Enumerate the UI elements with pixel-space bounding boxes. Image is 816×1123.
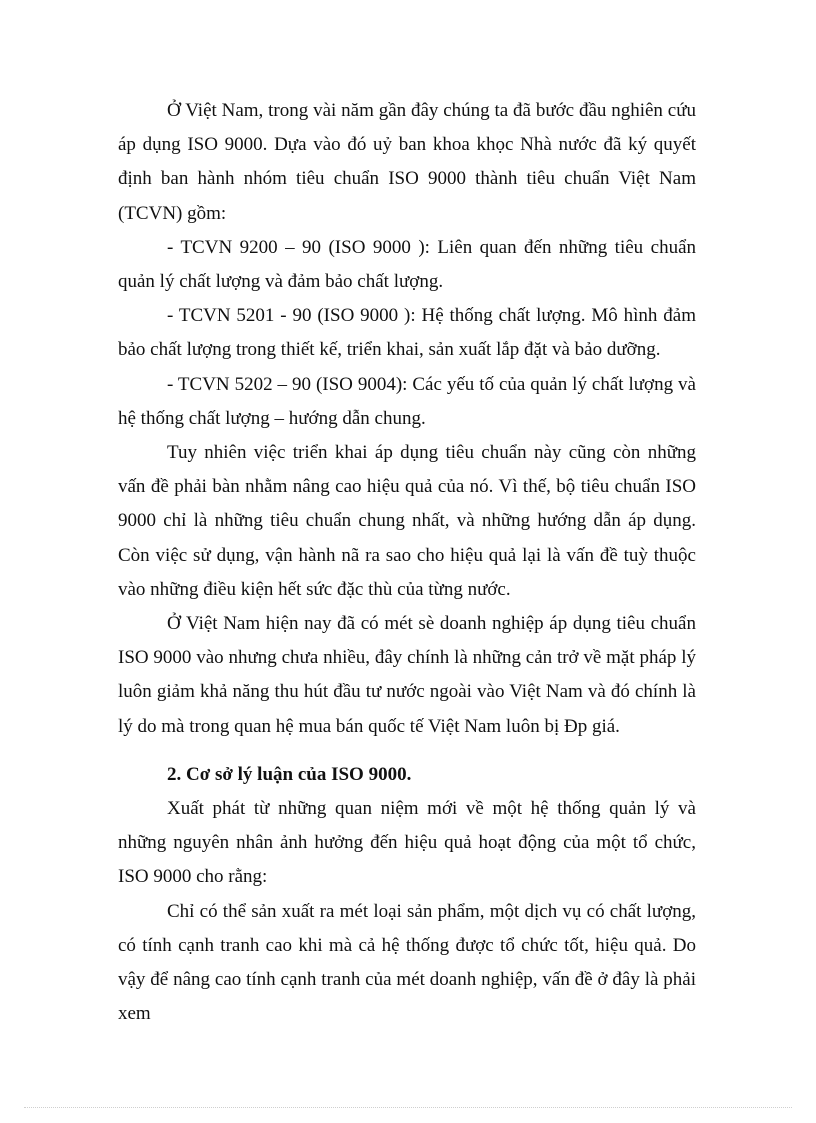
paragraph-intro: Ở Việt Nam, trong vài năm gần đây chúng ta đã bước đầu nghiên cứu áp dụng ISO 9000. Dựa vào đó uỷ ban khoa khọc Nhà nước đã ký quyết định ban hành nhóm tiêu chuẩn ISO 9000 thành tiêu chuẩn Việt Nam (TCVN) gồm: [118,100,696,224]
paragraph-implementation: Tuy nhiên việc triển khai áp dụng tiêu chuẩn này cũng còn những vấn đề phải bàn nhằm nâng cao hiệu quả của nó. Vì thế, bộ tiêu chuẩn ISO 9000 chỉ là những tiêu chuẩn chung nhất, và những hướng dẫn áp dụng. Còn việc sử dụng, vận hành nã ra sao cho hiệu quả lại là vấn đề tuỳ thuộc vào những điều kiện hết sức đặc thù của từng nước. [118,442,696,600]
section-heading: 2. Cơ sở lý luận của ISO 9000. [167,763,412,785]
paragraph-origin: Xuất phát từ những quan niệm mới về một hệ thống quản lý và những nguyên nhân ảnh hưởng đến hiệu quả hoạt động của một tổ chức, ISO 9000 cho rằng: [118,798,696,888]
list-item-tcvn-9200: - TCVN 9200 – 90 (ISO 9000 ): Liên quan đến những tiêu chuẩn quản lý chất lượng và đảm bảo chất lượng. [118,236,696,293]
list-item-tcvn-5202: - TCVN 5202 – 90 (ISO 9004): Các yếu tố của quản lý chất lượng và hệ thống chất lượng – hướng dẫn chung. [118,373,696,429]
paragraph-vietnam-status: Ở Việt Nam hiện nay đã có mét sè doanh nghiệp áp dụng tiêu chuẩn ISO 9000 vào nhưng chưa nhiều, đây chính là những cản trở về mặt pháp lý luôn giảm khả năng thu hút đầu tư nước ngoài vào Việt Nam và đó chính là lý do mà trong quan hệ mua bán quốc tế Việt Nam luôn bị Ðp giá. [118,613,696,737]
page-bottom-divider [24,1107,792,1108]
document-body [118,94,696,1031]
list-item-tcvn-5201: - TCVN 5201 - 90 (ISO 9000 ): Hệ thống chất lượng. Mô hình đảm bảo chất lượng trong thiết kế, triển khai, sản xuất lắp đặt và bảo dưỡng. [118,305,696,361]
paragraph-competitiveness: Chỉ có thể sản xuất ra mét loại sản phẩm, một dịch vụ có chất lượng, có tính cạnh tranh cao khi mà cả hệ thống được tổ chức tốt, hiệu quả. Do vậy để nâng cao tính cạnh tranh của mét doanh nghiệp, vấn đề ở đây là phải xem [118,900,696,1025]
